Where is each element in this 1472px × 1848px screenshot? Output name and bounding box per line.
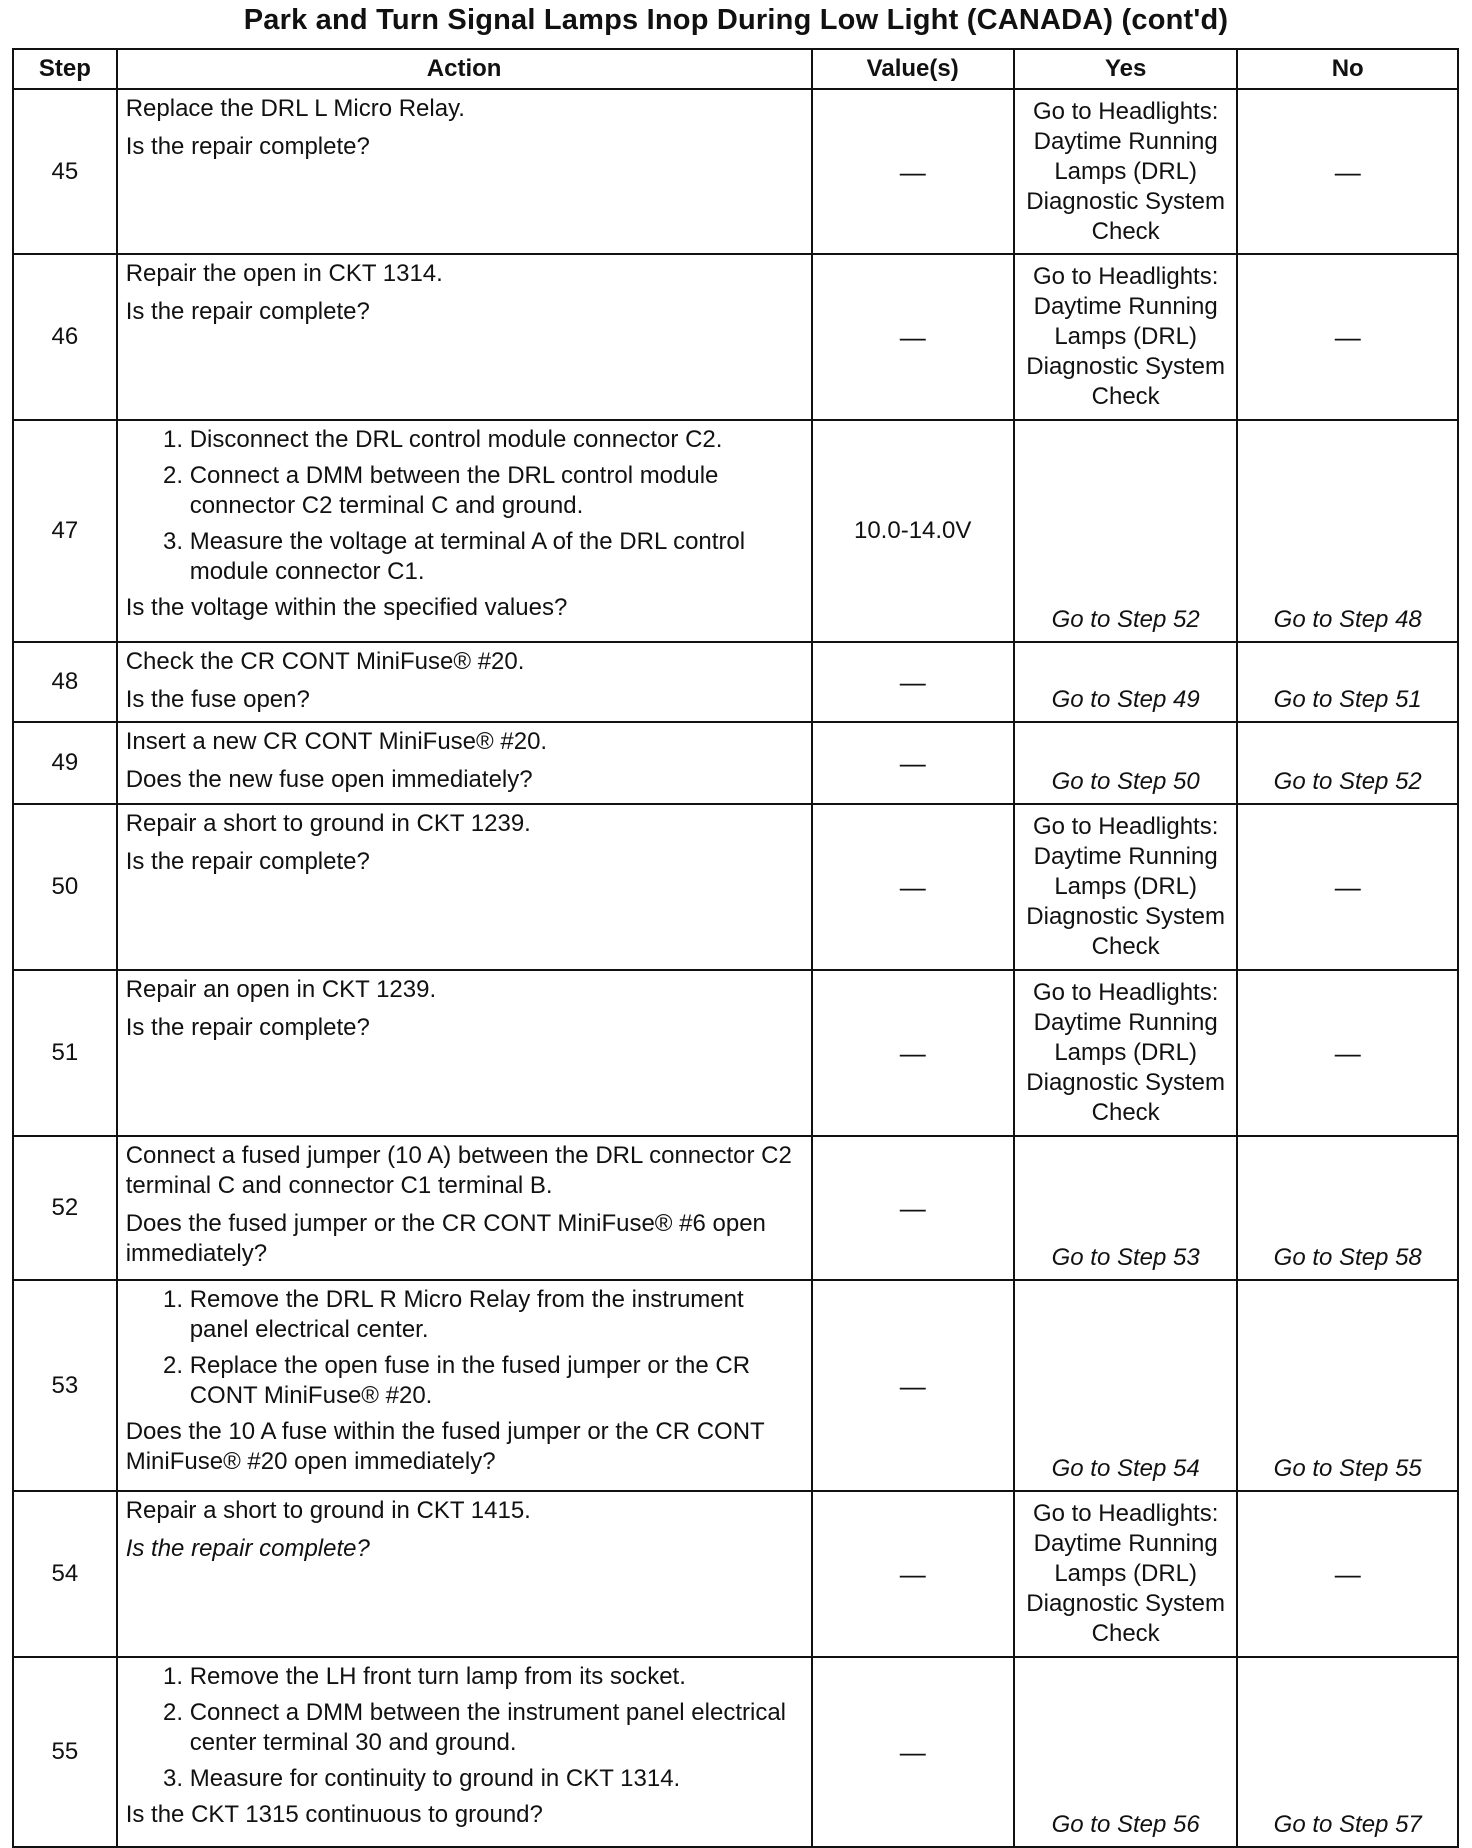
no-cell: Go to Step 55 xyxy=(1237,1280,1458,1491)
no-cell: Go to Step 57 xyxy=(1237,1657,1458,1847)
action-list xyxy=(126,425,805,587)
header-no: No xyxy=(1237,49,1458,89)
value-cell: — xyxy=(812,642,1014,722)
action-cell xyxy=(117,722,812,804)
header-values: Value(s) xyxy=(812,49,1014,89)
value-cell: — xyxy=(812,254,1014,420)
list-item: 1. Remove the DRL R Micro Relay from the instrument panel electrical center. xyxy=(190,1285,805,1345)
action-cell xyxy=(117,642,812,722)
no-cell: — xyxy=(1237,804,1458,970)
yes-cell: Go to Step 54 xyxy=(1014,1280,1238,1491)
page-title: Park and Turn Signal Lamps Inop During Low Light (CANADA) (cont'd) xyxy=(243,4,1229,36)
action-text: Repair a short to ground in CKT 1239. xyxy=(125,810,531,837)
value-cell: — xyxy=(812,1491,1014,1657)
action-question: Is the fuse open? xyxy=(125,686,310,713)
action-cell xyxy=(117,1280,812,1491)
step-number: 50 xyxy=(13,804,117,970)
yes-cell: Go to Headlights: Daytime Running Lamps (DRL) Diagnostic System Check xyxy=(1014,254,1238,420)
action-text: Repair an open in CKT 1239. xyxy=(125,976,437,1003)
step-number: 55 xyxy=(13,1657,117,1847)
value-cell: — xyxy=(812,1136,1014,1280)
header-row xyxy=(13,49,1458,89)
value-cell: — xyxy=(812,1280,1014,1491)
diagnostic-table xyxy=(12,48,1459,1848)
step-number: 52 xyxy=(13,1136,117,1280)
value-cell: — xyxy=(812,1657,1014,1847)
action-question: Is the voltage within the specified values? xyxy=(125,594,568,621)
no-cell: — xyxy=(1237,1491,1458,1657)
action-list xyxy=(126,1285,805,1411)
action-cell xyxy=(117,420,812,642)
yes-cell: Go to Step 49 xyxy=(1014,642,1238,722)
action-text: Connect a fused jumper (10 A) between the DRL connector C2 terminal C and connector C1 terminal B. xyxy=(125,1142,792,1199)
action-question: Does the 10 A fuse within the fused jumper or the CR CONT MiniFuse® #20 open immediately? xyxy=(125,1418,765,1475)
action-cell xyxy=(117,804,812,970)
header-yes: Yes xyxy=(1014,49,1238,89)
action-question: Does the new fuse open immediately? xyxy=(125,766,533,793)
yes-cell: Go to Step 53 xyxy=(1014,1136,1238,1280)
value-cell: — xyxy=(812,804,1014,970)
action-list xyxy=(126,1662,805,1794)
action-cell xyxy=(117,89,812,254)
header-action: Action xyxy=(117,49,812,89)
action-text: Repair a short to ground in CKT 1415. xyxy=(125,1497,531,1524)
no-cell: — xyxy=(1237,89,1458,254)
action-text: Check the CR CONT MiniFuse® #20. xyxy=(125,648,525,675)
list-item: 1. Remove the LH front turn lamp from its socket. xyxy=(190,1662,805,1692)
step-number: 54 xyxy=(13,1491,117,1657)
action-question: Is the repair complete? xyxy=(125,1535,370,1562)
table-row xyxy=(13,1136,1458,1280)
table-row xyxy=(13,420,1458,642)
list-item: 3. Measure for continuity to ground in CKT 1314. xyxy=(190,1764,805,1794)
action-cell xyxy=(117,254,812,420)
action-question: Does the fused jumper or the CR CONT MiniFuse® #6 open immediately? xyxy=(125,1210,766,1267)
table-row xyxy=(13,1280,1458,1491)
table-row xyxy=(13,89,1458,254)
action-text: Insert a new CR CONT MiniFuse® #20. xyxy=(125,728,548,755)
list-item: 2. Replace the open fuse in the fused jumper or the CR CONT MiniFuse® #20. xyxy=(190,1351,805,1411)
no-cell: Go to Step 48 xyxy=(1237,420,1458,642)
step-number: 49 xyxy=(13,722,117,804)
list-item: 3. Measure the voltage at terminal A of the DRL control module connector C1. xyxy=(190,527,805,587)
header-step: Step xyxy=(13,49,117,89)
value-cell: 10.0-14.0V xyxy=(812,420,1014,642)
step-number: 53 xyxy=(13,1280,117,1491)
value-cell: — xyxy=(812,722,1014,804)
action-cell xyxy=(117,1136,812,1280)
no-cell: Go to Step 51 xyxy=(1237,642,1458,722)
table-row xyxy=(13,642,1458,722)
yes-cell: Go to Step 50 xyxy=(1014,722,1238,804)
value-cell: — xyxy=(812,970,1014,1136)
action-cell xyxy=(117,1491,812,1657)
action-question: Is the CKT 1315 continuous to ground? xyxy=(125,1801,543,1828)
step-number: 48 xyxy=(13,642,117,722)
action-text: Replace the DRL L Micro Relay. xyxy=(125,95,465,122)
table-row xyxy=(13,1657,1458,1847)
list-item: 2. Connect a DMM between the instrument panel electrical center terminal 30 and ground. xyxy=(190,1698,805,1758)
table-row xyxy=(13,722,1458,804)
step-number: 51 xyxy=(13,970,117,1136)
action-cell xyxy=(117,1657,812,1847)
action-question: Is the repair complete? xyxy=(125,133,370,160)
action-question: Is the repair complete? xyxy=(125,298,370,325)
table-row xyxy=(13,254,1458,420)
list-item: 2. Connect a DMM between the DRL control module connector C2 terminal C and ground. xyxy=(190,461,805,521)
step-number: 47 xyxy=(13,420,117,642)
action-question: Is the repair complete? xyxy=(125,848,370,875)
step-number: 45 xyxy=(13,89,117,254)
list-item: 1. Disconnect the DRL control module connector C2. xyxy=(190,425,805,455)
action-text: Repair the open in CKT 1314. xyxy=(125,260,443,287)
no-cell: Go to Step 52 xyxy=(1237,722,1458,804)
no-cell: Go to Step 58 xyxy=(1237,1136,1458,1280)
no-cell: — xyxy=(1237,970,1458,1136)
action-cell xyxy=(117,970,812,1136)
yes-cell: Go to Headlights: Daytime Running Lamps (DRL) Diagnostic System Check xyxy=(1014,89,1238,254)
yes-cell: Go to Headlights: Daytime Running Lamps (DRL) Diagnostic System Check xyxy=(1014,804,1238,970)
yes-cell: Go to Step 52 xyxy=(1014,420,1238,642)
action-question: Is the repair complete? xyxy=(125,1014,370,1041)
value-cell: — xyxy=(812,89,1014,254)
yes-cell: Go to Headlights: Daytime Running Lamps (DRL) Diagnostic System Check xyxy=(1014,970,1238,1136)
yes-cell: Go to Step 56 xyxy=(1014,1657,1238,1847)
table-row xyxy=(13,970,1458,1136)
table-row xyxy=(13,804,1458,970)
no-cell: — xyxy=(1237,254,1458,420)
table-row xyxy=(13,1491,1458,1657)
yes-cell: Go to Headlights: Daytime Running Lamps (DRL) Diagnostic System Check xyxy=(1014,1491,1238,1657)
step-number: 46 xyxy=(13,254,117,420)
